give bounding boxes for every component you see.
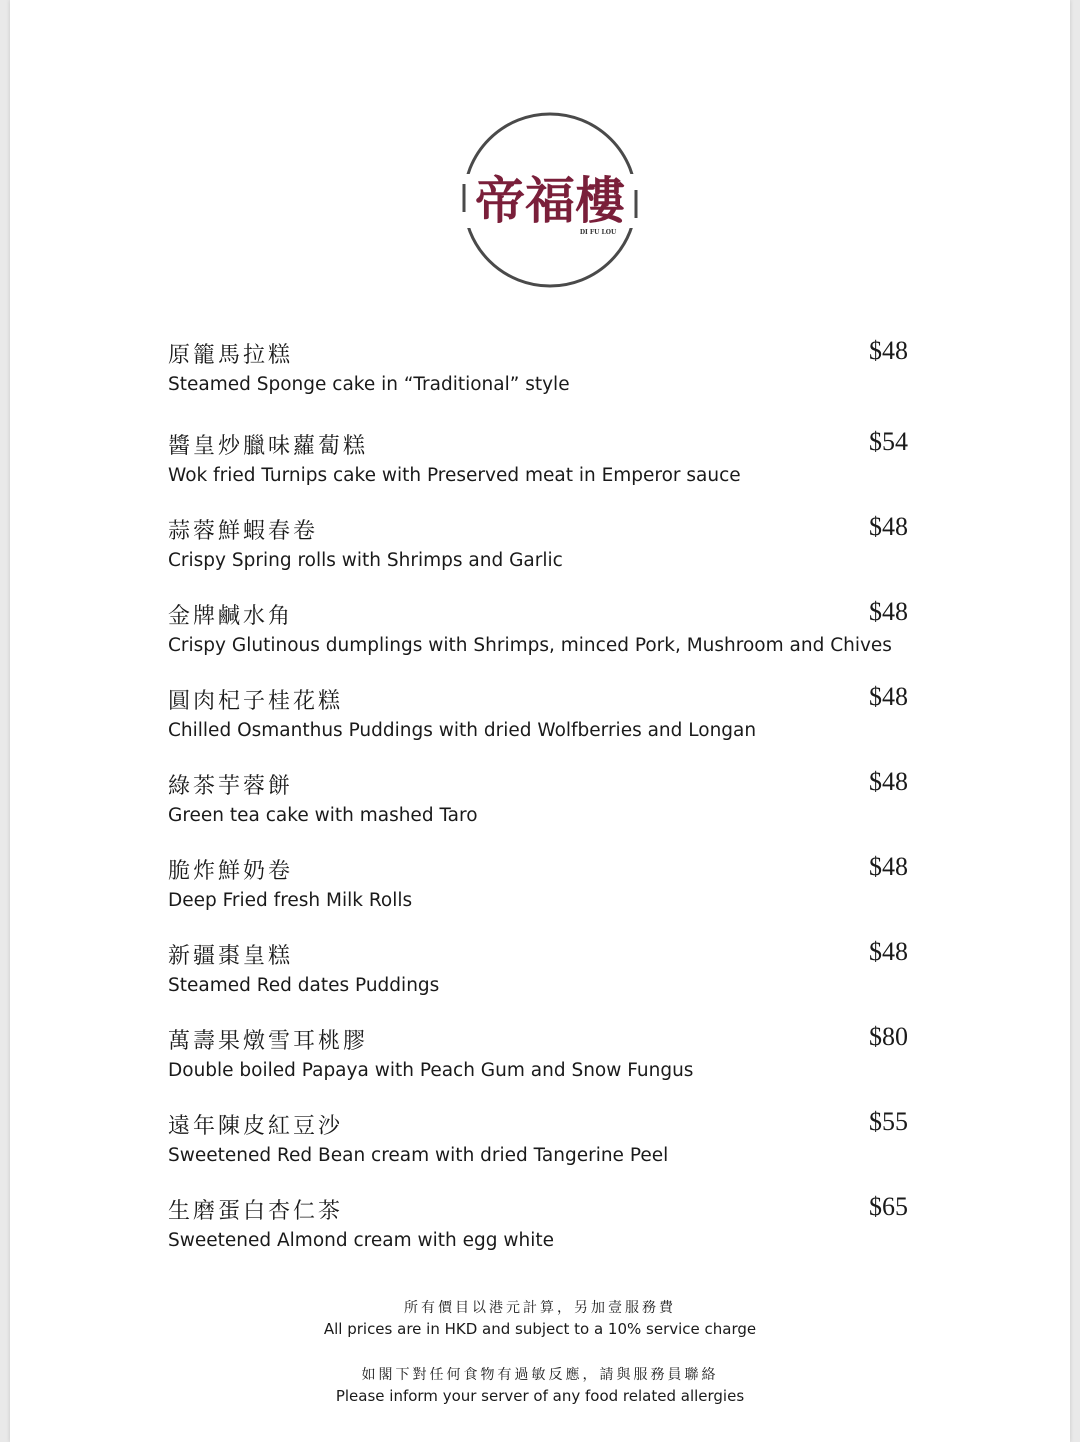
- menu-item: [168, 769, 908, 839]
- menu-item: [168, 429, 908, 499]
- menu-item-chinese-name: 醬皇炒臘味蘿蔔糕: [168, 434, 369, 459]
- menu-item: [168, 599, 908, 669]
- menu-item-price: $48: [869, 767, 908, 796]
- menu-item-price: $48: [869, 682, 908, 711]
- menu-item-price: $54: [869, 427, 908, 456]
- menu-item: [168, 684, 908, 754]
- menu-item: [168, 1024, 908, 1094]
- menu-item-price: $55: [869, 1107, 908, 1136]
- menu-item-chinese-name: 新疆棗皇糕: [168, 944, 294, 969]
- menu-item-price: $48: [869, 597, 908, 626]
- menu-item-chinese-name: 脆炸鮮奶卷: [168, 859, 294, 884]
- menu-item: [168, 338, 908, 408]
- menu-item-english-name: Sweetened Almond cream with egg white: [168, 1230, 554, 1251]
- menu-item-price: $48: [869, 937, 908, 966]
- menu-item: [168, 854, 908, 924]
- logo-latin-name: DI FU LOU: [579, 229, 617, 236]
- menu-item-chinese-name: 遠年陳皮紅豆沙: [168, 1114, 344, 1139]
- menu-page: [10, 0, 1070, 1442]
- menu-item: [168, 514, 908, 584]
- menu-item-english-name: Deep Fried fresh Milk Rolls: [168, 890, 413, 911]
- menu-item-english-name: Steamed Red dates Puddings: [168, 975, 440, 996]
- logo-chinese-name: 帝福樓: [475, 171, 625, 230]
- menu-item-english-name: Chilled Osmanthus Puddings with dried Wolfberries and Longan: [168, 720, 757, 741]
- menu-item-price: $65: [869, 1192, 908, 1221]
- menu-item-chinese-name: 綠茶芋蓉餅: [168, 774, 294, 799]
- allergy-note-en: Please inform your server of any food related allergies: [335, 1387, 745, 1405]
- menu-item-chinese-name: 蒜蓉鮮蝦春卷: [168, 519, 319, 544]
- menu-item: [168, 1194, 908, 1264]
- menu-item-chinese-name: 生磨蛋白杏仁茶: [168, 1199, 344, 1224]
- service-charge-note-en: All prices are in HKD and subject to a 10% service charge: [323, 1320, 757, 1338]
- menu-item-chinese-name: 圓肉杞子桂花糕: [168, 689, 344, 714]
- restaurant-logo: [450, 100, 650, 300]
- allergy-note-zh: 如閣下對任何食物有過敏反應，請與服務員聯絡: [361, 1367, 719, 1383]
- menu-item-price: $48: [869, 852, 908, 881]
- menu-item-english-name: Steamed Sponge cake in “Traditional” style: [168, 374, 570, 395]
- menu-item-price: $48: [869, 336, 908, 365]
- menu-item-price: $80: [869, 1022, 908, 1051]
- menu-item-english-name: Double boiled Papaya with Peach Gum and Snow Fungus: [168, 1060, 694, 1081]
- menu-item-chinese-name: 萬壽果燉雪耳桃膠: [168, 1029, 369, 1054]
- service-charge-note-zh: 所有價目以港元計算，另加壹服務費: [404, 1300, 676, 1316]
- menu-item-chinese-name: 金牌鹹水角: [168, 604, 294, 629]
- menu-item-english-name: Crispy Spring rolls with Shrimps and Garlic: [168, 550, 563, 571]
- menu-item-english-name: Sweetened Red Bean cream with dried Tangerine Peel: [168, 1145, 669, 1166]
- menu-item-english-name: Crispy Glutinous dumplings with Shrimps, minced Pork, Mushroom and Chives: [168, 635, 892, 656]
- menu-item: [168, 939, 908, 1009]
- menu-item-english-name: Wok fried Turnips cake with Preserved meat in Emperor sauce: [168, 465, 741, 486]
- menu-item-english-name: Green tea cake with mashed Taro: [168, 805, 478, 826]
- menu-item: [168, 1109, 908, 1179]
- menu-item-price: $48: [869, 512, 908, 541]
- menu-item-chinese-name: 原籠馬拉糕: [168, 343, 294, 368]
